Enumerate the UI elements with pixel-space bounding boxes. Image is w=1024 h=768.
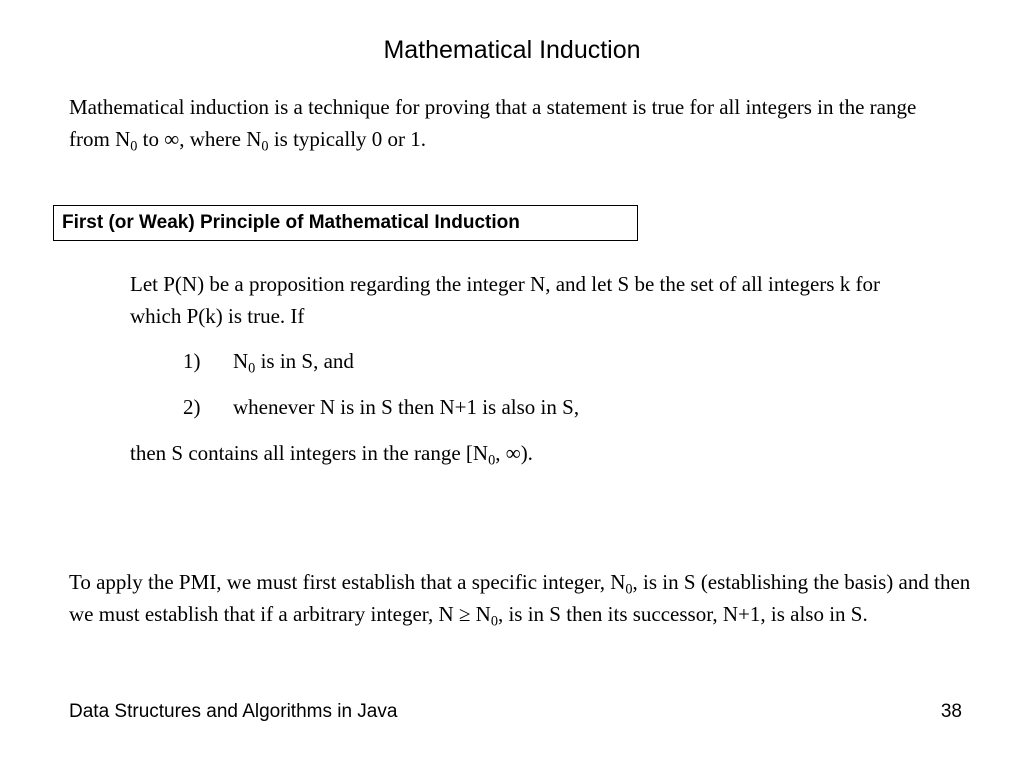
page-number: 38 [940,701,962,722]
condition-number: 1) [183,349,201,373]
condition-text: whenever N is in S then N+1 is also in S, [233,395,580,419]
principle-heading: First (or Weak) Principle of Mathematical Induction [62,212,520,233]
application-subscript-2: 0 [490,613,498,630]
intro-text-2: to ∞, where N [137,127,262,151]
condition-number: 2) [183,395,201,419]
intro-paragraph [69,91,949,155]
application-subscript-1: 0 [625,581,633,598]
condition-item-1 [183,345,354,377]
application-text-1: To apply the PMI, we must first establish that a specific integer, N [69,570,626,594]
intro-text-1: Mathematical induction is a technique for proving that a statement is true for all integers in the range from N [69,95,917,151]
principle-conclusion [130,437,930,469]
principle-heading-box [53,205,638,241]
slide-title: Mathematical Induction [383,36,641,64]
intro-subscript-1: 0 [130,138,138,155]
intro-text-3: is typically 0 or 1. [268,127,427,151]
footer-course-title: Data Structures and Algorithms in Java [69,701,398,722]
conclusion-text-2: , ∞). [495,441,533,465]
condition-text: N [233,349,249,373]
condition-text-2: is in S, and [255,349,354,373]
intro-subscript-2: 0 [261,138,269,155]
conclusion-text-1: then S contains all integers in the range [N [130,441,489,465]
condition-item-2 [183,391,579,423]
application-text-2: , is in S (establishing the basis) and then we must establish that if a arbitrary integer, N ≥ N [69,570,971,626]
application-text-3: , is in S then its successor, N+1, is also in S. [497,602,868,626]
application-paragraph [69,566,974,630]
conclusion-subscript: 0 [488,452,496,469]
condition-subscript: 0 [248,360,256,377]
principle-statement: Let P(N) be a proposition regarding the integer N, and let S be the set of all integers k for which P(k) is true. If [130,272,880,328]
